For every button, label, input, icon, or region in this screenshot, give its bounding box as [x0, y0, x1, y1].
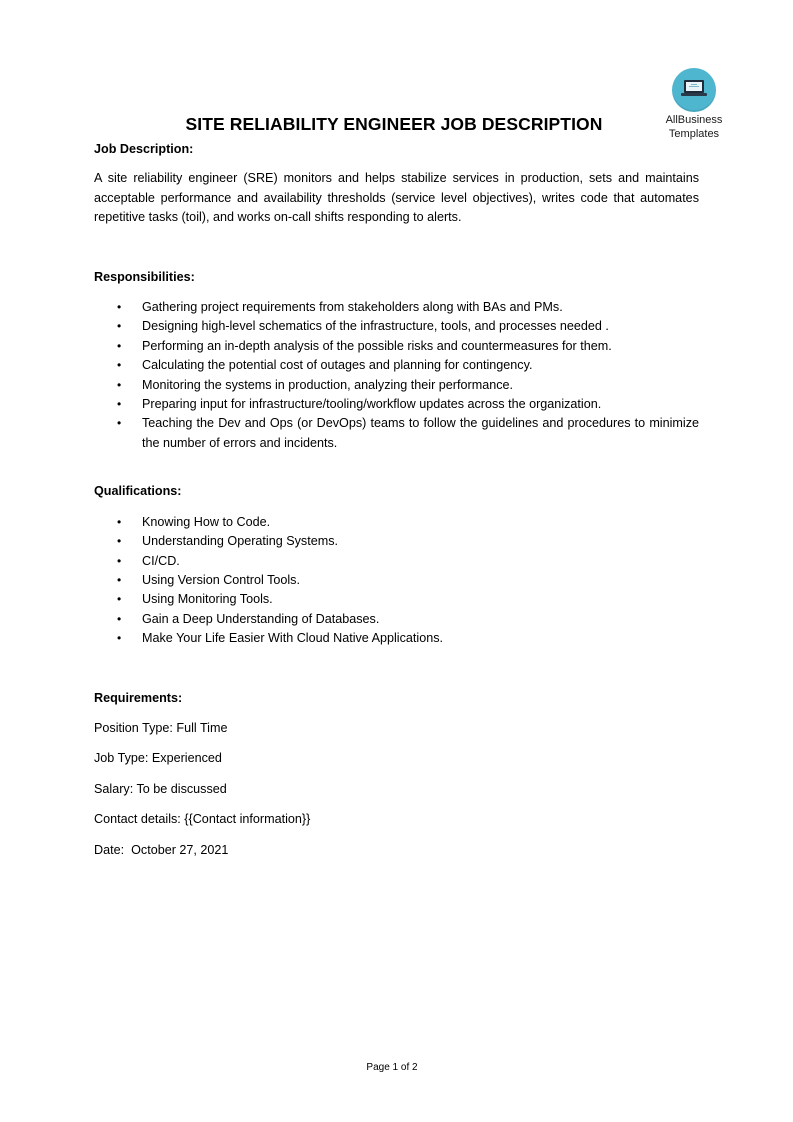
list-item	[94, 532, 699, 551]
list-item-text: Knowing How to Code.	[142, 514, 271, 529]
salary: Salary: To be discussed	[94, 781, 227, 796]
job-description-heading: Job Description:	[94, 142, 194, 156]
bullet-icon: •	[117, 534, 122, 549]
list-item	[94, 552, 699, 571]
bullet-icon: •	[117, 572, 122, 587]
list-item-text: Make Your Life Easier With Cloud Native Applications.	[142, 631, 444, 646]
job-description-text: A site reliability engineer (SRE) monitors and helps stabilize services in production, sets and maintains acceptable performance and availability thresholds (service level objectives), writes code that automates repetitive tasks (toil), and works on-call shifts responding to alerts.	[94, 171, 699, 225]
list-item-text: Gain a Deep Understanding of Databases.	[142, 611, 380, 626]
bullet-icon: •	[117, 338, 122, 353]
list-item	[94, 590, 699, 609]
document-title: SITE RELIABILITY ENGINEER JOB DESCRIPTION	[185, 114, 603, 134]
bullet-icon: •	[117, 300, 122, 315]
list-item-text: Teaching the Dev and Ops (or DevOps) teams to follow the guidelines and procedures to minimize the number of errors and incidents.	[142, 416, 699, 450]
list-item-text: CI/CD.	[142, 553, 180, 568]
list-item	[94, 356, 699, 375]
document-body	[94, 140, 699, 860]
logo-text-line2: Templates	[668, 128, 720, 140]
list-item	[94, 376, 699, 395]
list-item-text: Monitoring the systems in production, analyzing their performance.	[142, 377, 513, 392]
list-item	[94, 414, 699, 453]
job-type: Job Type: Experienced	[94, 751, 222, 766]
requirements-heading: Requirements:	[94, 690, 183, 705]
logo-text-line1: AllBusiness	[665, 114, 723, 126]
qualifications-heading: Qualifications:	[94, 484, 182, 499]
list-item-text: Gathering project requirements from stakeholders along with BAs and PMs.	[142, 300, 563, 315]
position-type: Position Type: Full Time	[94, 720, 228, 735]
list-item	[94, 610, 699, 629]
list-item-text: Using Monitoring Tools.	[142, 592, 273, 607]
date: Date: October 27, 2021	[94, 842, 229, 857]
qualifications-list	[94, 513, 699, 649]
bullet-icon: •	[117, 377, 122, 392]
list-item-text: Designing high-level schematics of the infrastructure, tools, and processes needed .	[142, 319, 609, 334]
list-item-text: Understanding Operating Systems.	[142, 534, 339, 549]
list-item	[94, 629, 699, 648]
list-item	[94, 395, 699, 414]
list-item-text: Performing an in-depth analysis of the possible risks and countermeasures for them.	[142, 338, 612, 353]
list-item-text: Using Version Control Tools.	[142, 572, 300, 587]
bullet-icon: •	[117, 553, 122, 568]
bullet-icon: •	[117, 631, 122, 646]
page-number: Page 1 of 2	[366, 1062, 418, 1073]
list-item	[94, 571, 699, 590]
list-item-text: Calculating the potential cost of outages and planning for contingency.	[142, 358, 533, 373]
bullet-icon: •	[117, 611, 122, 626]
list-item-text: Preparing input for infrastructure/tooling/workflow updates across the organization.	[142, 397, 602, 412]
bullet-icon: •	[117, 358, 122, 373]
list-item	[94, 337, 699, 356]
list-item	[94, 513, 699, 532]
list-item	[94, 317, 699, 336]
bullet-icon: •	[117, 514, 122, 529]
responsibilities-list	[94, 298, 699, 453]
bullet-icon: •	[117, 319, 122, 334]
list-item	[94, 298, 699, 317]
bullet-icon: •	[117, 397, 122, 412]
responsibilities-heading: Responsibilities:	[94, 269, 195, 284]
contact-details: Contact details: {{Contact information}}	[94, 812, 311, 827]
laptop-icon	[672, 68, 716, 112]
bullet-icon: •	[117, 416, 122, 431]
bullet-icon: •	[117, 592, 122, 607]
